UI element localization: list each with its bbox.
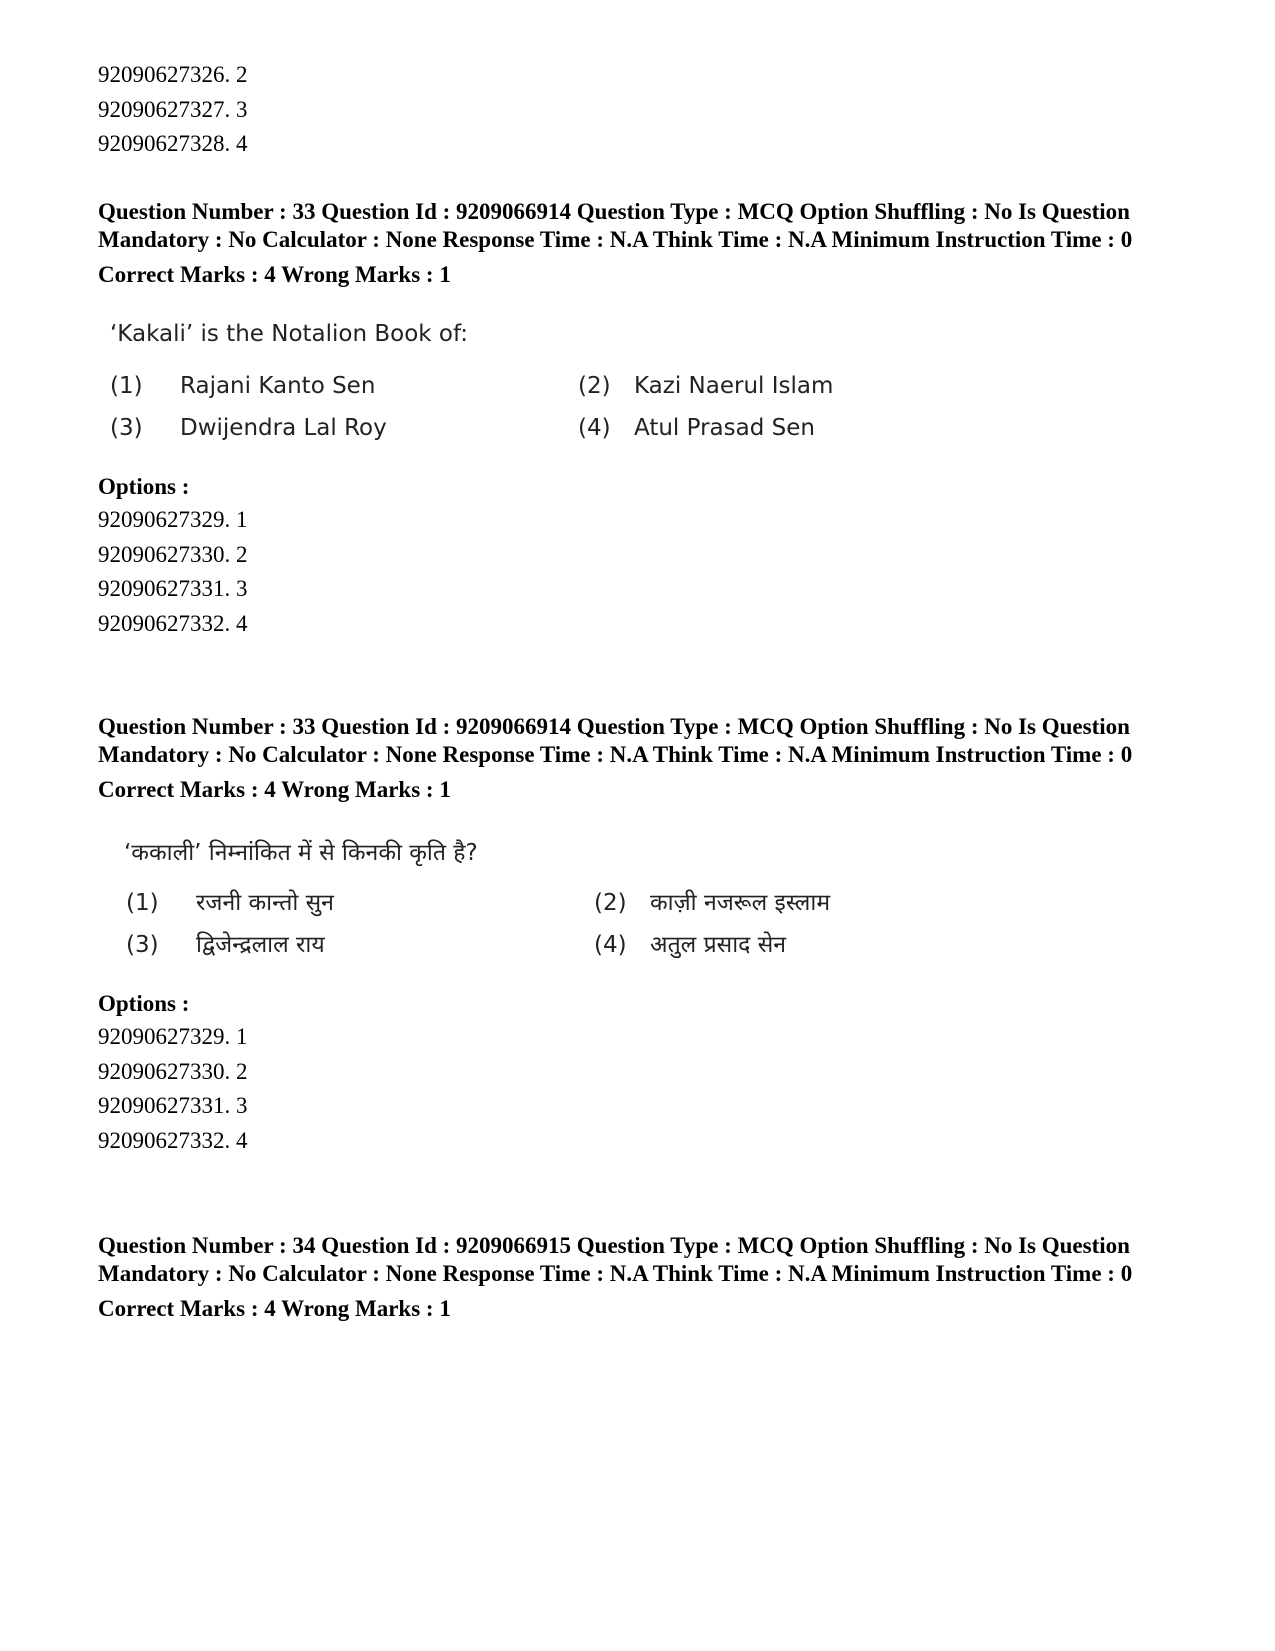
choice-number: (2) — [578, 373, 611, 399]
choice-text: Atul Prasad Sen — [634, 415, 815, 441]
choice-text: अतुल प्रसाद सेन — [650, 932, 787, 958]
prev-question-options — [98, 58, 1178, 162]
option-line: 92090627328. 4 — [98, 131, 248, 156]
option-line: 92090627332. 4 — [98, 1127, 248, 1153]
question-image — [98, 319, 918, 443]
choice-number: (1) — [126, 890, 159, 916]
options-list — [98, 473, 1178, 641]
question-marks: Correct Marks : 4 Wrong Marks : 1 — [98, 262, 451, 287]
option-line: 92090627330. 2 — [98, 541, 248, 567]
options-heading: Options : — [98, 474, 190, 499]
question-marks: Correct Marks : 4 Wrong Marks : 1 — [98, 777, 451, 802]
choice-number: (1) — [110, 373, 143, 399]
choice-text: Rajani Kanto Sen — [180, 373, 376, 399]
option-line: 92090627331. 3 — [98, 1093, 248, 1118]
choice-text: द्विजेन्द्रलाल राय — [196, 932, 325, 958]
question-image — [98, 838, 918, 960]
option-line: 92090627326. 2 — [98, 62, 248, 87]
option-line: 92090627332. 4 — [98, 610, 248, 636]
question-meta: Question Number : 33 Question Id : 9209066914 Question Type : MCQ Option Shuffling : No Is Question Mandatory : No Calculator : None Response Time : N.A Think Time : N.A Minimum Instruction Time : 0 — [98, 714, 1133, 767]
option-line: 92090627330. 2 — [98, 1058, 248, 1084]
option-line: 92090627331. 3 — [98, 576, 248, 601]
question-block-english — [98, 198, 1178, 641]
choice-number: (4) — [578, 415, 611, 441]
question-text: ‘ककाली’ निम्नांकित में से किनकी कृति है? — [124, 840, 478, 866]
question-meta: Question Number : 34 Question Id : 9209066915 Question Type : MCQ Option Shuffling : No Is Question Mandatory : No Calculator : None Response Time : N.A Think Time : N.A Minimum Instruction Time : 0 — [98, 1233, 1133, 1286]
question-choices — [126, 888, 918, 960]
question-choices — [110, 371, 918, 443]
choice-text: Kazi Naerul Islam — [634, 373, 834, 399]
option-line: 92090627327. 3 — [98, 96, 248, 122]
question-meta: Question Number : 33 Question Id : 9209066914 Question Type : MCQ Option Shuffling : No Is Question Mandatory : No Calculator : None Response Time : N.A Think Time : N.A Minimum Instruction Time : 0 — [98, 199, 1133, 252]
choice-text: रजनी कान्तो सुन — [196, 890, 334, 916]
choice-number: (4) — [594, 932, 627, 958]
question-text: ‘Kakali’ is the Notalion Book of: — [110, 321, 469, 347]
question-marks: Correct Marks : 4 Wrong Marks : 1 — [98, 1296, 451, 1321]
choice-number: (2) — [594, 890, 627, 916]
choice-number: (3) — [126, 932, 159, 958]
question-block-next — [98, 1232, 1178, 1323]
options-heading: Options : — [98, 991, 190, 1016]
choice-text: काज़ी नजरूल इस्लाम — [650, 890, 831, 916]
option-line: 92090627329. 1 — [98, 1024, 248, 1049]
option-line: 92090627329. 1 — [98, 507, 248, 532]
choice-text: Dwijendra Lal Roy — [180, 415, 387, 441]
question-block-hindi — [98, 713, 1178, 1158]
options-list — [98, 990, 1178, 1158]
choice-number: (3) — [110, 415, 143, 441]
